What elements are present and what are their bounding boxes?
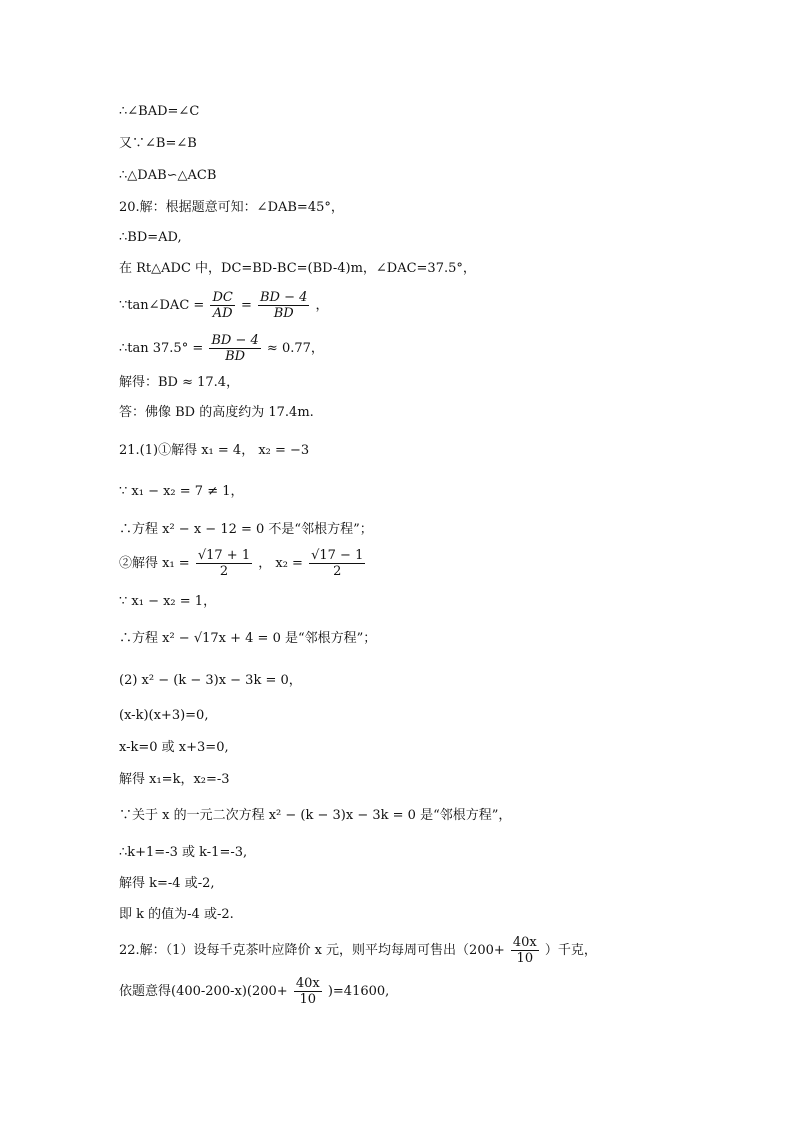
line-23 bbox=[119, 876, 215, 892]
line-2 bbox=[119, 136, 197, 152]
numerator: 40x bbox=[512, 935, 537, 950]
text: 即 k 的值为-4 或-2. bbox=[119, 907, 234, 922]
line-21 bbox=[119, 808, 511, 824]
line-15 bbox=[119, 594, 216, 610]
denominator: BD bbox=[273, 306, 294, 321]
line-13 bbox=[119, 522, 373, 538]
line-19 bbox=[119, 740, 229, 756]
line-14 bbox=[119, 548, 367, 579]
numerator: DC bbox=[212, 290, 233, 305]
line-9 bbox=[119, 375, 239, 391]
text: (2) x² − (k − 3)x − 3k = 0， bbox=[119, 673, 302, 688]
text: ∵ x₁ − x₂ = 7 ≠ 1， bbox=[119, 484, 244, 499]
text: ∴方程 x² − x − 12 = 0 不是“邻根方程”； bbox=[119, 522, 373, 537]
text: 解得：BD ≈ 17.4， bbox=[119, 375, 240, 390]
text: ∴BD=AD, bbox=[119, 230, 182, 245]
fraction bbox=[258, 290, 309, 321]
line-22 bbox=[119, 845, 247, 861]
numerator: BD − 4 bbox=[260, 290, 308, 305]
denominator: 2 bbox=[219, 564, 229, 579]
text: ∵关于 x 的一元二次方程 x² − (k − 3)x − 3k = 0 是“邻根方程”， bbox=[119, 808, 512, 823]
line-5 bbox=[119, 230, 182, 246]
text: 22.解：（1）设每千克茶叶应降价 x 元，则平均每周可售出（200+ bbox=[119, 943, 505, 958]
line-12 bbox=[119, 484, 244, 500]
line-25 bbox=[119, 935, 597, 966]
text: ， bbox=[315, 298, 329, 313]
fraction bbox=[210, 290, 234, 321]
denominator: AD bbox=[212, 306, 233, 321]
text: ∴方程 x² − √17x + 4 = 0 是“邻根方程”； bbox=[119, 631, 377, 646]
line-11 bbox=[119, 443, 309, 459]
text: 依题意得(400-200-x)(200+ bbox=[119, 984, 288, 999]
fraction bbox=[309, 548, 365, 579]
text: ， x₂ = bbox=[258, 556, 303, 571]
line-1 bbox=[119, 104, 199, 120]
text: ∴∠BAD=∠C bbox=[119, 104, 200, 119]
line-17 bbox=[119, 673, 302, 689]
fraction bbox=[196, 548, 252, 579]
text: x-k=0 或 x+3=0, bbox=[119, 740, 229, 755]
numerator: √17 + 1 bbox=[197, 548, 251, 563]
text: 21.(1)①解得 x₁ = 4， x₂ = −3 bbox=[119, 443, 310, 458]
numerator: √17 − 1 bbox=[311, 548, 364, 563]
text: ∵ x₁ − x₂ = 1， bbox=[119, 594, 217, 609]
text: ∴△DAB∽△ACB bbox=[119, 168, 217, 183]
line-20 bbox=[119, 772, 230, 788]
line-7 bbox=[119, 290, 329, 321]
line-24 bbox=[119, 907, 234, 923]
fraction bbox=[209, 333, 260, 364]
numerator: 40x bbox=[295, 976, 320, 991]
line-10 bbox=[119, 405, 314, 421]
line-26 bbox=[119, 976, 389, 1007]
text: ∵tan∠DAC = bbox=[119, 298, 205, 313]
text: ②解得 x₁ = bbox=[119, 556, 190, 571]
line-16 bbox=[119, 631, 376, 647]
fraction bbox=[511, 935, 539, 966]
line-3 bbox=[119, 168, 216, 184]
line-18 bbox=[119, 708, 208, 724]
text: ∴k+1=-3 或 k-1=-3, bbox=[119, 845, 248, 860]
text: ）千克， bbox=[544, 943, 597, 958]
denominator: BD bbox=[225, 349, 246, 364]
denominator: 2 bbox=[333, 564, 342, 579]
numerator: BD − 4 bbox=[211, 333, 259, 348]
text: 解得 x₁=k，x₂=-3 bbox=[119, 772, 230, 787]
text: 20.解：根据题意可知：∠DAB=45°， bbox=[119, 200, 344, 215]
fraction bbox=[294, 976, 322, 1007]
text: 答：佛像 BD 的高度约为 17.4m. bbox=[119, 405, 314, 420]
denominator: 10 bbox=[299, 992, 317, 1007]
line-6 bbox=[119, 261, 476, 277]
line-8 bbox=[119, 333, 324, 364]
denominator: 10 bbox=[516, 951, 534, 966]
line-4 bbox=[119, 200, 344, 216]
text: 解得 k=-4 或-2, bbox=[119, 876, 215, 891]
text: 又∵∠B=∠B bbox=[119, 136, 197, 151]
text: ∴tan 37.5° = bbox=[119, 341, 204, 356]
text: 在 Rt△ADC 中，DC=BD-BC=(BD-4)m，∠DAC=37.5°， bbox=[119, 261, 476, 276]
text: ≈ 0.77， bbox=[266, 341, 324, 356]
text: (x-k)(x+3)=0, bbox=[119, 708, 209, 723]
text: = bbox=[240, 298, 252, 313]
text: )=41600, bbox=[327, 984, 390, 999]
